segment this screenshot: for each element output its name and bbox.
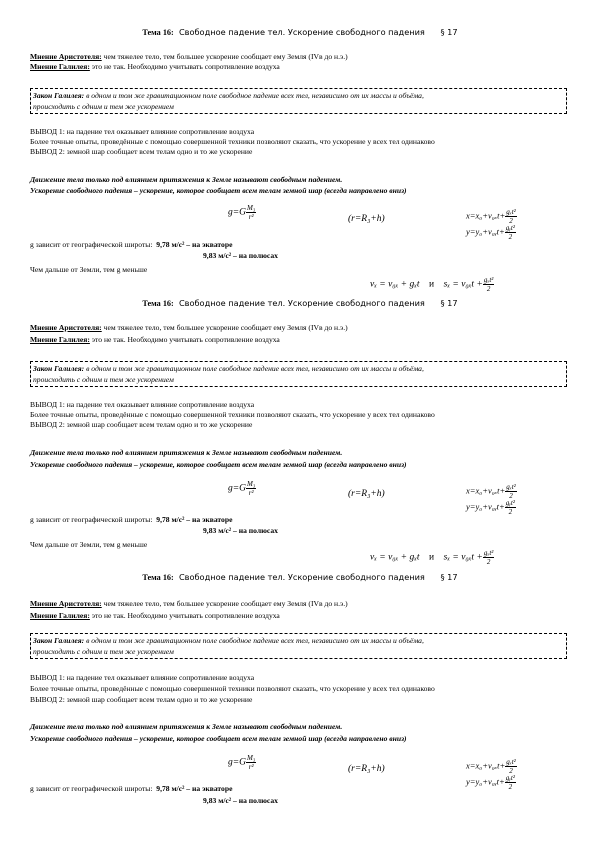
definition-acceleration: Ускорение свободного падения – ускорение, которое сообщает всем телам земной шар (всегда направлено вниз) [30,460,407,469]
galileo-law-box: Закон Галилея: в одном и том же гравитационном поле свободное падение всех тел, независимо от их массы и объёма, происходить с одним и тем же ускорением [30,633,567,659]
lesson-card-3 [30,571,570,833]
formula-gravity: g=G $\frac{\text{M₃}}{\text{r²}}$ [228,480,256,497]
formula-kinematics: vₓ = v₀ₓ + gₓt и sₓ = v₀ₓt + $\frac{\text{gₓt²}}{2}$ [370,549,494,566]
g-poles: 9,83 м/с² – на полюсах [203,796,278,805]
g-latitude: g зависит от географической широты: 9,78 м/с² – на экваторе [30,515,233,524]
aristotle-opinion: Мнение Аристотеля: чем тяжелее тело, тем большее ускорение сообщает ему Земля (IVв до н.э.) [30,52,348,61]
lesson-card-2 [30,297,570,567]
conclusion-note: Более точные опыты, проведённые с помощью совершенной техники позволяют сказать, что ускорение у всех тел одинаково [30,137,435,146]
lesson-title: Тема 16: Свободное падение тел. Ускорение свободного падения § 17 [142,27,458,37]
formula-radius: (r=R₃+h) [348,214,385,224]
g-poles: 9,83 м/с² – на полюсах [203,526,278,535]
g-distance: Чем дальше от Земли, тем g меньше [30,265,148,274]
formula-radius: (r=R₃+h) [348,489,385,499]
galileo-law-box: Закон Галилея: в одном и том же гравитационном поле свободное падение всех тел, независимо от их массы и объёма, происходить с одним и тем же ускорением [30,88,567,114]
definition-free-fall: Движение тела только под влиянием притяжения к Земле называют свободным падением. [30,175,343,184]
conclusion-note: Более точные опыты, проведённые с помощью совершенной техники позволяют сказать, что ускорение у всех тел одинаково [30,410,435,419]
formula-coordinates: x=x₀+v₀ₓt+ $\frac{\text{gₓt²}}{2}$ y=y₀+v₀ᵧt+ $\frac{\text{gᵧt²}}{2}$ [466,483,516,516]
formula-gravity: g=G $\frac{\text{M₃}}{\text{r²}}$ [228,204,256,221]
g-distance: Чем дальше от Земли, тем g меньше [30,540,148,549]
definition-free-fall: Движение тела только под влиянием притяжения к Земле называют свободным падением. [30,722,343,731]
conclusion-1: ВЫВОД 1: на падение тел оказывает влияние сопротивление воздуха [30,673,255,682]
galileo-opinion: Мнение Галилея: это не так. Необходимо учитывать сопротивление воздуха [30,335,280,344]
formula-radius: (r=R₃+h) [348,764,385,774]
galileo-opinion: Мнение Галилея: это не так. Необходимо учитывать сопротивление воздуха [30,611,280,620]
conclusion-1: ВЫВОД 1: на падение тел оказывает влияние сопротивление воздуха [30,400,255,409]
lesson-title: Тема 16: Свободное падение тел. Ускорение свободного падения § 17 [142,298,458,308]
conclusion-1: ВЫВОД 1: на падение тел оказывает влияние сопротивление воздуха [30,127,255,136]
conclusion-2: ВЫВОД 2: земной шар сообщает всем телам одно и то же ускорение [30,695,253,704]
conclusion-2: ВЫВОД 2: земной шар сообщает всем телам одно и то же ускорение [30,420,253,429]
formula-kinematics: vₓ = v₀ₓ + gₓt и sₓ = v₀ₓt + $\frac{\text{gₓt²}}{2}$ [370,276,494,293]
formula-coordinates: x=x₀+v₀ₓt+ $\frac{\text{gₓt²}}{2}$ y=y₀+v₀ᵧt+ $\frac{\text{gᵧt²}}{2}$ [466,758,516,791]
lesson-card-1 [30,26,570,296]
aristotle-opinion: Мнение Аристотеля: чем тяжелее тело, тем большее ускорение сообщает ему Земля (IVв до н.э.) [30,599,348,608]
g-latitude: g зависит от географической широты: 9,78 м/с² – на экваторе [30,784,233,793]
formula-coordinates: x=x₀+v₀ₓt+ $\frac{\text{gₓt²}}{2}$ y=y₀+v₀ᵧt+ $\frac{\text{gᵧt²}}{2}$ [466,208,516,241]
conclusion-2: ВЫВОД 2: земной шар сообщает всем телам одно и то же ускорение [30,147,253,156]
galileo-law-box: Закон Галилея: в одном и том же гравитационном поле свободное падение всех тел, независимо от их массы и объёма, происходить с одним и тем же ускорением [30,361,567,387]
definition-free-fall: Движение тела только под влиянием притяжения к Земле называют свободным падением. [30,448,343,457]
definition-acceleration: Ускорение свободного падения – ускорение, которое сообщает всем телам земной шар (всегда направлено вниз) [30,186,407,195]
conclusion-note: Более точные опыты, проведённые с помощью совершенной техники позволяют сказать, что ускорение у всех тел одинаково [30,684,435,693]
galileo-opinion: Мнение Галилея: это не так. Необходимо учитывать сопротивление воздуха [30,62,280,71]
g-poles: 9,83 м/с² – на полюсах [203,251,278,260]
lesson-title: Тема 16: Свободное падение тел. Ускорение свободного падения § 17 [142,572,458,582]
aristotle-opinion: Мнение Аристотеля: чем тяжелее тело, тем большее ускорение сообщает ему Земля (IVв до н.э.) [30,323,348,332]
g-latitude: g зависит от географической широты: 9,78 м/с² – на экваторе [30,240,233,249]
definition-acceleration: Ускорение свободного падения – ускорение, которое сообщает всем телам земной шар (всегда направлено вниз) [30,734,407,743]
formula-gravity: g=G $\frac{\text{M₃}}{\text{r²}}$ [228,754,256,771]
